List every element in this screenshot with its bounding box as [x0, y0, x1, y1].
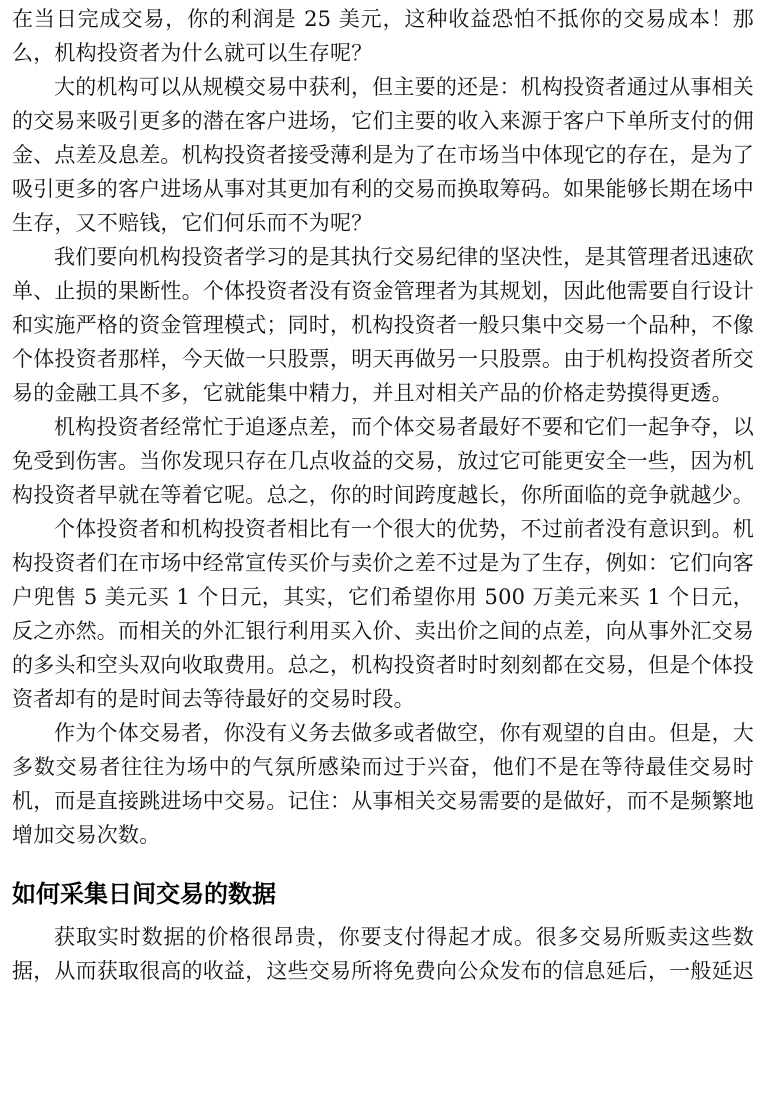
paragraph-6: 作为个体交易者，你没有义务去做多或者做空，你有观望的自由。但是，大多数交易者往往为场中的气氛所感染而过于兴奋，他们不是在等待最佳交易时机，而是直接跳进场中交易。记住：从事相关交易需要的是做好，而不是频繁地增加交易次数。: [12, 721, 754, 847]
section-paragraph-1: 获取实时数据的价格很昂贵，你要支付得起才成。很多交易所贩卖这些数据，从而获取很高的收益，这些交易所将免费向公众发布的信息延后，一般延迟: [12, 925, 754, 983]
page-body: [12, 2, 754, 988]
paragraph-2: 大的机构可以从规模交易中获利，但主要的还是：机构投资者通过从事相关的交易来吸引更多的潜在客户进场，它们主要的收入来源于客户下单所支付的佣金、点差及息差。机构投资者接受薄利是为了在市场当中体现它的存在，是为了吸引更多的客户进场从事对其更加有利的交易而换取筹码。如果能够长期在场中生存，又不赔钱，它们何乐而不为呢？: [12, 75, 754, 235]
section-heading: 如何采集日间交易的数据: [12, 880, 276, 908]
paragraph-5: 个体投资者和机构投资者相比有一个很大的优势，不过前者没有意识到。机构投资者们在市场中经常宣传买价与卖价之差不过是为了生存，例如：它们向客户兜售 5 美元买 1 个日元，其实，它们希望你用 500 万美元来买 1 个日元，反之亦然。而相关的外汇银行利用买入价、卖出价之间的点差，向从事外汇交易的多头和空头双向收取费用。总之，机构投资者时时刻刻都在交易，但是个体投资者却有的是时间去等待最好的交易时段。: [12, 517, 754, 711]
paragraph-1: 在当日完成交易，你的利润是 25 美元，这种收益恐怕不抵你的交易成本！那么，机构投资者为什么就可以生存呢？: [12, 7, 754, 65]
paragraph-4: 机构投资者经常忙于追逐点差，而个体交易者最好不要和它们一起争夺，以免受到伤害。当你发现只存在几点收益的交易，放过它可能更安全一些，因为机构投资者早就在等着它呢。总之，你的时间跨度越长，你所面临的竞争就越少。: [12, 415, 754, 507]
paragraph-3: 我们要向机构投资者学习的是其执行交易纪律的坚决性，是其管理者迅速砍单、止损的果断性。个体投资者没有资金管理者为其规划，因此他需要自行设计和实施严格的资金管理模式；同时，机构投资者一般只集中交易一个品种，不像个体投资者那样，今天做一只股票，明天再做另一只股票。由于机构投资者所交易的金融工具不多，它就能集中精力，并且对相关产品的价格走势摸得更透。: [12, 245, 754, 405]
